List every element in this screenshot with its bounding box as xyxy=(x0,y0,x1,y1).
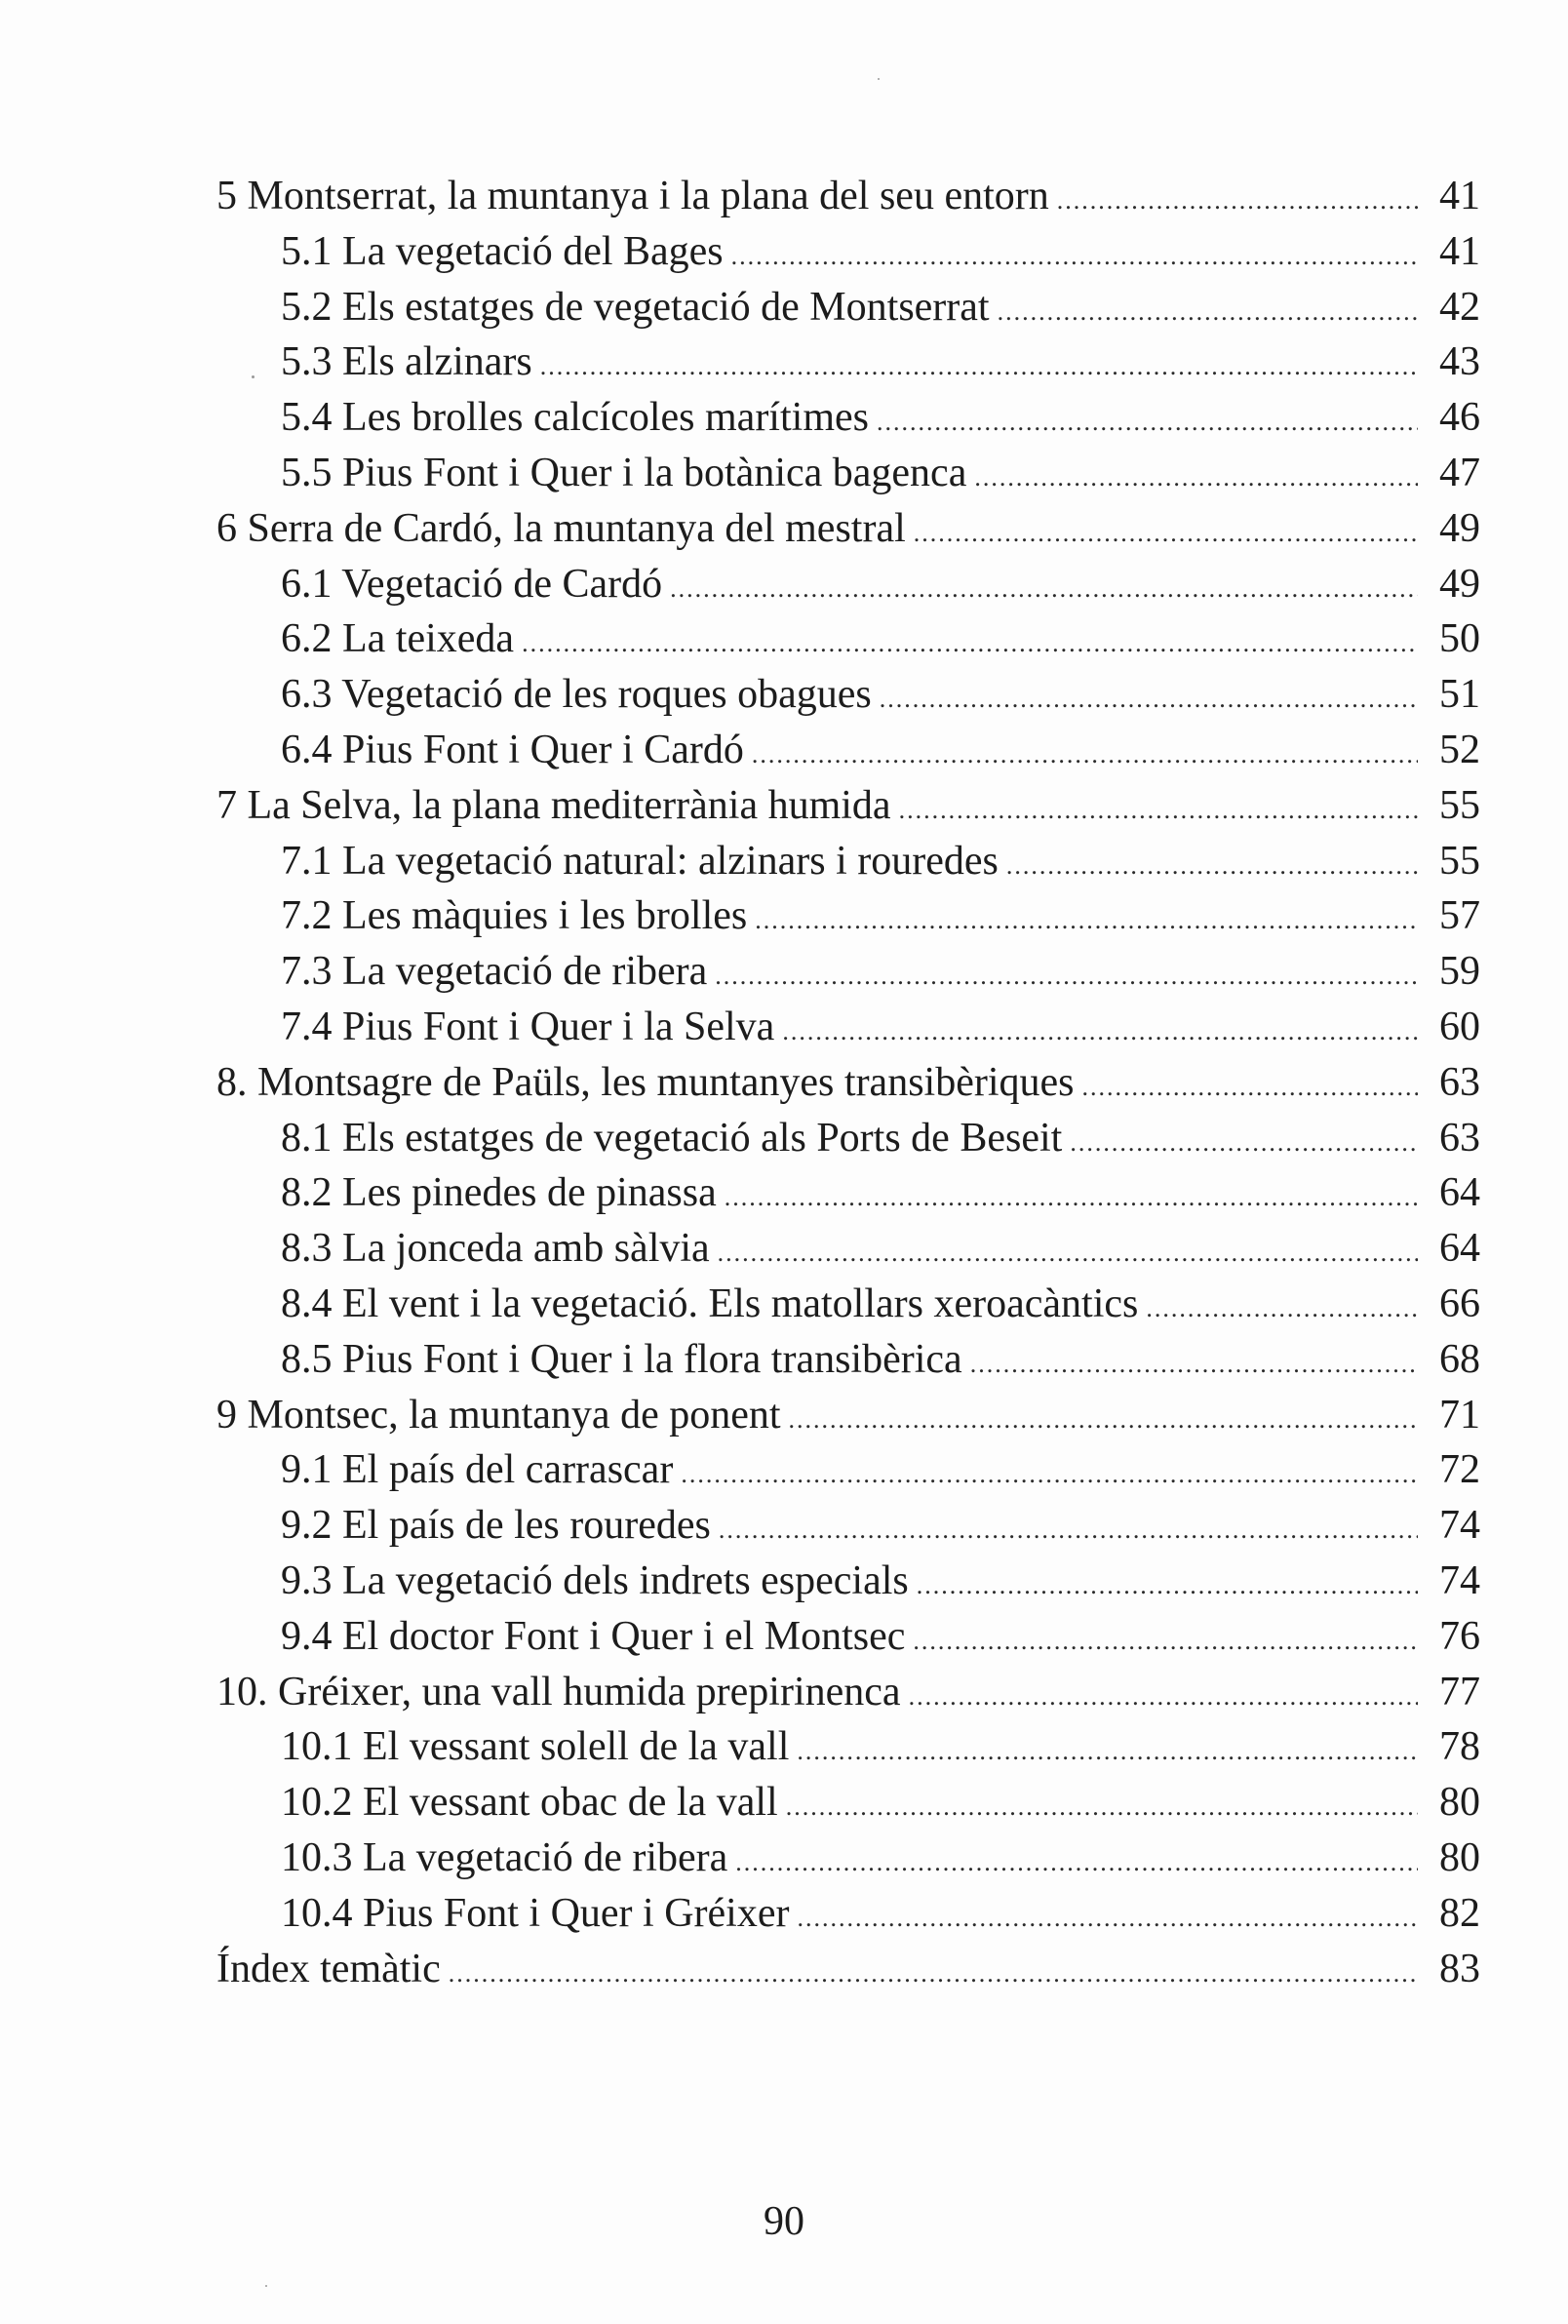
toc-chapter-entry xyxy=(216,1055,1480,1111)
toc-entry-title: 5.5 Pius Font i Quer i la botànica bagenca xyxy=(281,450,967,495)
toc-entry-title: 9.2 El país de les rouredes xyxy=(281,1503,711,1549)
toc-entry-title: 7.2 Les màquies i les brolles xyxy=(281,893,748,939)
toc-section-entry xyxy=(216,1831,1480,1886)
toc-entry-title: 7.4 Pius Font i Quer i la Selva xyxy=(281,1004,775,1049)
toc-section-entry xyxy=(216,944,1480,1000)
dot-leader xyxy=(731,229,1418,285)
toc-entry-page: 66 xyxy=(1439,1280,1480,1326)
dot-leader xyxy=(998,285,1418,340)
toc-entry-title: 8.3 La jonceda amb sàlvia xyxy=(281,1226,710,1272)
toc-entry-title: 5.2 Els estatges de vegetació de Montserrat xyxy=(281,284,990,330)
toc-entry-page: 63 xyxy=(1439,1059,1480,1105)
toc-entry-page: 83 xyxy=(1439,1946,1480,1991)
paper-speck xyxy=(265,2285,267,2287)
toc-section-entry xyxy=(216,1442,1480,1498)
toc-section-entry xyxy=(216,557,1480,612)
toc-entry-title: 10.1 El vessant solell de la vall xyxy=(281,1724,790,1770)
dot-leader xyxy=(670,562,1418,617)
toc-entry-title: 9.4 El doctor Font i Quer i el Montsec xyxy=(281,1613,906,1659)
dot-leader xyxy=(755,893,1418,949)
toc-entry-title: 9.1 El país del carrascar xyxy=(281,1447,674,1493)
page-number: 90 xyxy=(764,2199,804,2244)
toc-entry-page: 52 xyxy=(1439,727,1480,772)
dot-leader xyxy=(752,728,1418,783)
toc-entry-page: 47 xyxy=(1439,450,1480,495)
toc-entry-title: 10. Gréixer, una vall humida prepirinenca xyxy=(216,1669,901,1714)
toc-entry-page: 76 xyxy=(1439,1613,1480,1659)
toc-section-entry xyxy=(216,1277,1480,1332)
paper-speck xyxy=(878,78,880,80)
toc-section-entry xyxy=(216,1165,1480,1221)
dot-leader xyxy=(540,339,1418,395)
dot-leader xyxy=(1082,1060,1419,1116)
toc-entry-page: 68 xyxy=(1439,1336,1480,1382)
toc-chapter-entry xyxy=(216,501,1480,557)
dot-leader xyxy=(909,1670,1418,1725)
toc-entry-title: 7.3 La vegetació de ribera xyxy=(281,949,708,995)
dot-leader xyxy=(1006,839,1418,894)
toc-entry-page: 64 xyxy=(1439,1226,1480,1272)
toc-section-entry xyxy=(216,390,1480,446)
toc-entry-page: 41 xyxy=(1439,174,1480,218)
toc-entry-title: 5.3 Els alzinars xyxy=(281,339,532,385)
toc-entry-title: 5.1 La vegetació del Bages xyxy=(281,228,724,274)
dot-leader xyxy=(1146,1281,1418,1337)
dot-leader xyxy=(877,395,1418,451)
toc-entry-title: 6.1 Vegetació de Cardó xyxy=(281,561,663,607)
dot-leader xyxy=(725,1170,1418,1226)
toc-section-entry xyxy=(216,446,1480,501)
toc-chapter-entry xyxy=(216,778,1480,834)
table-of-contents xyxy=(216,169,1480,1996)
toc-entry-page: 60 xyxy=(1439,1004,1480,1049)
toc-section-entry xyxy=(216,1221,1480,1277)
toc-entry-title: 6.2 La teixeda xyxy=(281,616,515,662)
toc-section-entry xyxy=(216,335,1480,390)
dot-leader xyxy=(913,1614,1418,1670)
dot-leader xyxy=(789,1393,1418,1448)
toc-section-entry xyxy=(216,1111,1480,1166)
toc-entry-title: 6.4 Pius Font i Quer i Cardó xyxy=(281,727,744,772)
toc-entry-page: 74 xyxy=(1439,1557,1480,1603)
toc-entry-title: 8.2 Les pinedes de pinassa xyxy=(281,1170,717,1216)
toc-entry-title: 7 La Selva, la plana mediterrània humida xyxy=(216,782,891,828)
dot-leader xyxy=(880,672,1418,728)
toc-entry-page: 77 xyxy=(1439,1669,1480,1714)
toc-entry-page: 51 xyxy=(1439,672,1480,718)
dot-leader xyxy=(1070,1116,1418,1171)
toc-chapter-entry xyxy=(216,1942,1480,1997)
toc-entry-title: 5.4 Les brolles calcícoles marítimes xyxy=(281,395,869,441)
dot-leader xyxy=(786,1780,1418,1835)
toc-section-entry xyxy=(216,280,1480,335)
dot-leader xyxy=(449,1947,1418,2002)
toc-entry-title: 8.1 Els estatges de vegetació als Ports de Beseit xyxy=(281,1115,1063,1161)
toc-entry-title: 6.3 Vegetació de les roques obagues xyxy=(281,672,872,718)
dot-leader xyxy=(797,1724,1418,1780)
toc-section-entry xyxy=(216,1886,1480,1942)
dot-leader xyxy=(899,783,1418,839)
toc-entry-page: 80 xyxy=(1439,1834,1480,1880)
dot-leader xyxy=(1057,174,1418,229)
toc-section-entry xyxy=(216,224,1480,280)
dot-leader xyxy=(522,616,1418,672)
paper-speck xyxy=(252,375,255,378)
toc-entry-page: 82 xyxy=(1439,1890,1480,1936)
toc-section-entry xyxy=(216,888,1480,944)
toc-chapter-entry xyxy=(216,169,1480,224)
toc-entry-page: 49 xyxy=(1439,561,1480,607)
toc-section-entry xyxy=(216,834,1480,889)
toc-entry-page: 64 xyxy=(1439,1170,1480,1216)
toc-entry-title: 7.1 La vegetació natural: alzinars i rouredes xyxy=(281,838,999,884)
dot-leader xyxy=(718,1226,1418,1281)
toc-entry-title: 6 Serra de Cardó, la muntanya del mestral xyxy=(216,505,906,551)
toc-entry-title: 5 Montserrat, la muntanya i la plana del seu entorn xyxy=(216,174,1049,218)
toc-entry-page: 72 xyxy=(1439,1447,1480,1493)
toc-entry-page: 43 xyxy=(1439,339,1480,385)
toc-chapter-entry xyxy=(216,1665,1480,1720)
toc-entry-title: Índex temàtic xyxy=(216,1946,441,1991)
toc-section-entry xyxy=(216,1609,1480,1665)
toc-section-entry xyxy=(216,1554,1480,1609)
toc-section-entry xyxy=(216,1719,1480,1775)
dot-leader xyxy=(917,1558,1418,1614)
toc-section-entry xyxy=(216,1498,1480,1554)
toc-entry-page: 41 xyxy=(1439,228,1480,274)
toc-entry-title: 9 Montsec, la muntanya de ponent xyxy=(216,1392,781,1438)
toc-entry-page: 71 xyxy=(1439,1392,1480,1438)
toc-entry-page: 42 xyxy=(1439,284,1480,330)
toc-entry-title: 8.5 Pius Font i Quer i la flora transibèrica xyxy=(281,1336,962,1382)
toc-section-entry xyxy=(216,723,1480,778)
dot-leader xyxy=(970,1337,1418,1393)
toc-entry-title: 10.4 Pius Font i Quer i Gréixer xyxy=(281,1890,790,1936)
dot-leader xyxy=(681,1447,1418,1503)
toc-entry-page: 78 xyxy=(1439,1724,1480,1770)
toc-entry-title: 10.3 La vegetació de ribera xyxy=(281,1834,728,1880)
toc-chapter-entry xyxy=(216,1388,1480,1443)
dot-leader xyxy=(974,451,1418,506)
dot-leader xyxy=(914,506,1418,562)
toc-section-entry xyxy=(216,1000,1480,1055)
toc-entry-page: 50 xyxy=(1439,616,1480,662)
toc-entry-title: 10.2 El vessant obac de la vall xyxy=(281,1780,778,1826)
toc-entry-page: 80 xyxy=(1439,1780,1480,1826)
toc-entry-page: 63 xyxy=(1439,1115,1480,1161)
dot-leader xyxy=(735,1835,1418,1891)
toc-entry-title: 8. Montsagre de Paüls, les muntanyes transibèriques xyxy=(216,1059,1075,1105)
dot-leader xyxy=(715,949,1418,1004)
toc-section-entry xyxy=(216,611,1480,667)
dot-leader xyxy=(797,1891,1418,1947)
dot-leader xyxy=(719,1503,1418,1558)
toc-entry-page: 46 xyxy=(1439,395,1480,441)
toc-entry-page: 55 xyxy=(1439,782,1480,828)
toc-entry-page: 74 xyxy=(1439,1503,1480,1549)
toc-entry-title: 9.3 La vegetació dels indrets especials xyxy=(281,1557,909,1603)
toc-entry-page: 59 xyxy=(1439,949,1480,995)
toc-entry-page: 55 xyxy=(1439,838,1480,884)
toc-entry-page: 49 xyxy=(1439,505,1480,551)
toc-section-entry xyxy=(216,1775,1480,1831)
toc-entry-title: 8.4 El vent i la vegetació. Els matollars xeroacàntics xyxy=(281,1280,1139,1326)
toc-section-entry xyxy=(216,1332,1480,1388)
toc-entry-page: 57 xyxy=(1439,893,1480,939)
toc-section-entry xyxy=(216,667,1480,723)
dot-leader xyxy=(782,1004,1418,1060)
